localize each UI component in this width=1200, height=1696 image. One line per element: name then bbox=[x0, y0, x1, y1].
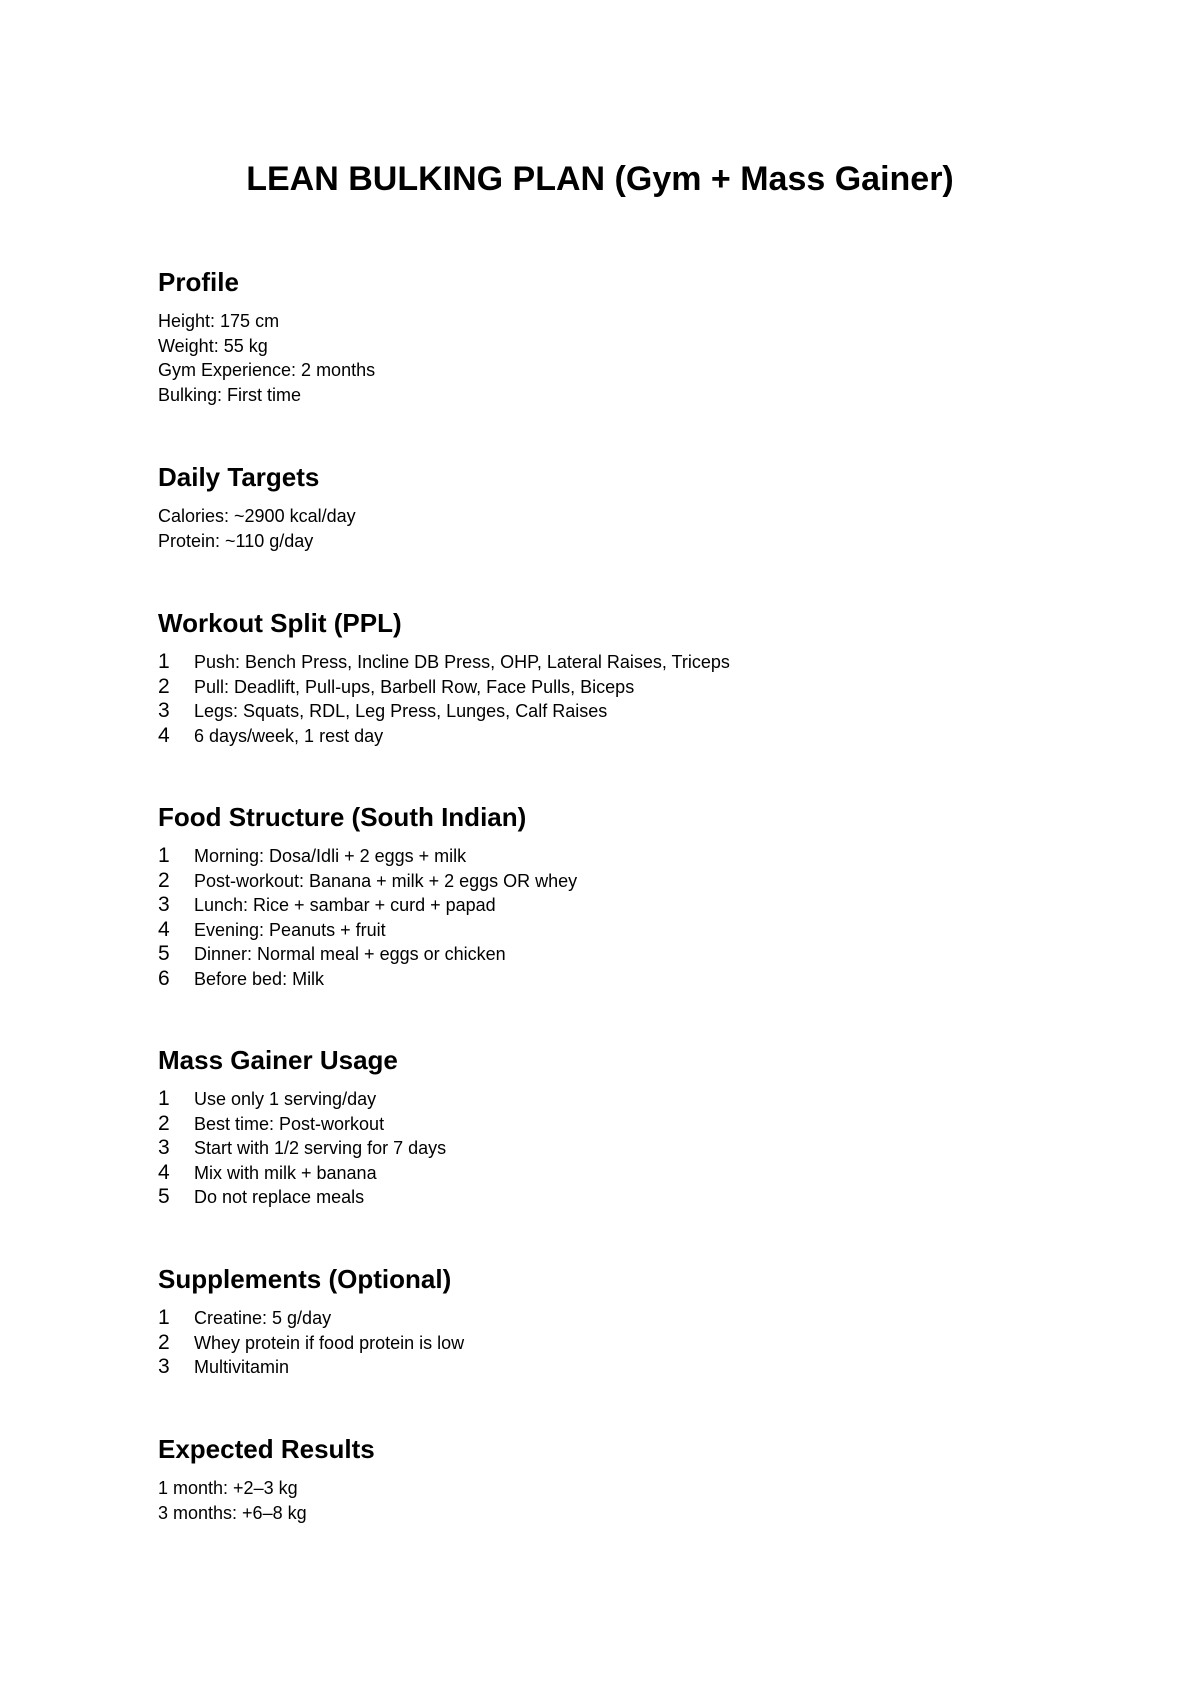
list-item-text: Do not replace meals bbox=[194, 1187, 365, 1207]
target-protein: Protein: ~110 g/day bbox=[158, 530, 314, 551]
list-number: 3 bbox=[158, 1136, 170, 1159]
profile-height: Height: 175 cm bbox=[158, 311, 280, 331]
list-item-text: Pull: Deadlift, Pull-ups, Barbell Row, Face Pulls, Biceps bbox=[194, 676, 635, 697]
list-number: 2 bbox=[158, 868, 170, 892]
list-item-text: Best time: Post-workout bbox=[194, 1113, 385, 1134]
list-number: 2 bbox=[158, 1330, 170, 1354]
profile-heading: Profile bbox=[158, 267, 239, 297]
profile-weight: Weight: 55 kg bbox=[158, 335, 268, 356]
food-structure-heading: Food Structure (South Indian) bbox=[158, 802, 527, 832]
list-item-text: Multivitamin bbox=[194, 1357, 290, 1377]
list-number: 4 bbox=[158, 1160, 170, 1184]
list-item-text: 6 days/week, 1 rest day bbox=[194, 725, 384, 746]
daily-targets-section bbox=[158, 461, 1058, 553]
profile-lines bbox=[158, 309, 1058, 407]
supplements-heading: Supplements (Optional) bbox=[158, 1264, 452, 1294]
list-item bbox=[158, 1136, 1058, 1161]
expected-results-lines bbox=[158, 1476, 1058, 1525]
list-number: 2 bbox=[158, 1111, 170, 1135]
workout-split-section bbox=[158, 607, 1058, 748]
document-title: LEAN BULKING PLAN (Gym + Mass Gainer) bbox=[246, 160, 954, 198]
list-item bbox=[158, 1306, 1058, 1331]
list-item-text: Use only 1 serving/day bbox=[194, 1089, 377, 1109]
food-structure-section bbox=[158, 801, 1058, 991]
mass-gainer-list bbox=[158, 1087, 1058, 1210]
result-1-month: 1 month: +2–3 kg bbox=[158, 1478, 298, 1498]
list-item bbox=[158, 918, 1058, 943]
list-item-text: Post-workout: Banana + milk + 2 eggs OR whey bbox=[194, 870, 578, 891]
list-number: 1 bbox=[158, 1087, 170, 1110]
list-item-text: Creatine: 5 g/day bbox=[194, 1308, 332, 1328]
list-number: 4 bbox=[158, 723, 170, 747]
workout-split-heading: Workout Split (PPL) bbox=[158, 608, 402, 638]
profile-bulking: Bulking: First time bbox=[158, 384, 302, 405]
profile-gym-experience: Gym Experience: 2 months bbox=[158, 360, 376, 380]
list-number: 1 bbox=[158, 650, 170, 673]
list-item bbox=[158, 650, 1058, 675]
list-item bbox=[158, 1331, 1058, 1356]
list-number: 4 bbox=[158, 917, 170, 941]
list-number: 3 bbox=[158, 699, 170, 722]
list-item-text: Morning: Dosa/Idli + 2 eggs + milk bbox=[194, 846, 467, 866]
list-item-text: Start with 1/2 serving for 7 days bbox=[194, 1138, 447, 1158]
list-item-text: Evening: Peanuts + fruit bbox=[194, 919, 386, 940]
list-number: 1 bbox=[158, 1306, 170, 1329]
list-number: 3 bbox=[158, 893, 170, 916]
profile-section bbox=[158, 266, 1058, 407]
list-item-text: Push: Bench Press, Incline DB Press, OHP, Lateral Raises, Triceps bbox=[194, 652, 730, 672]
list-item bbox=[158, 1185, 1058, 1210]
daily-targets-heading: Daily Targets bbox=[158, 462, 320, 492]
list-item-text: Legs: Squats, RDL, Leg Press, Lunges, Calf Raises bbox=[194, 701, 608, 721]
list-item bbox=[158, 724, 1058, 749]
supplements-list bbox=[158, 1306, 1058, 1380]
list-item bbox=[158, 967, 1058, 992]
list-item bbox=[158, 893, 1058, 918]
list-item-text: Before bed: Milk bbox=[194, 968, 325, 989]
list-item-text: Dinner: Normal meal + eggs or chicken bbox=[194, 944, 506, 964]
list-item bbox=[158, 1161, 1058, 1186]
list-number: 1 bbox=[158, 844, 170, 867]
list-item-text: Whey protein if food protein is low bbox=[194, 1332, 465, 1353]
list-item-text: Mix with milk + banana bbox=[194, 1162, 377, 1183]
list-item bbox=[158, 869, 1058, 894]
list-item bbox=[158, 844, 1058, 869]
food-structure-list bbox=[158, 844, 1058, 991]
list-item bbox=[158, 699, 1058, 724]
target-calories: Calories: ~2900 kcal/day bbox=[158, 506, 356, 526]
list-item bbox=[158, 1355, 1058, 1380]
workout-split-list bbox=[158, 650, 1058, 748]
result-3-months: 3 months: +6–8 kg bbox=[158, 1502, 307, 1523]
list-number: 3 bbox=[158, 1355, 170, 1378]
list-item bbox=[158, 1112, 1058, 1137]
list-number: 5 bbox=[158, 942, 170, 965]
daily-targets-lines bbox=[158, 504, 1058, 553]
mass-gainer-heading: Mass Gainer Usage bbox=[158, 1045, 398, 1075]
expected-results-section bbox=[158, 1433, 1058, 1525]
list-item-text: Lunch: Rice + sambar + curd + papad bbox=[194, 895, 496, 915]
mass-gainer-section bbox=[158, 1044, 1058, 1210]
list-item bbox=[158, 675, 1058, 700]
list-item bbox=[158, 1087, 1058, 1112]
list-number: 5 bbox=[158, 1185, 170, 1208]
list-number: 6 bbox=[158, 966, 170, 990]
expected-results-heading: Expected Results bbox=[158, 1434, 375, 1464]
list-number: 2 bbox=[158, 674, 170, 698]
supplements-section bbox=[158, 1263, 1058, 1380]
list-item bbox=[158, 942, 1058, 967]
